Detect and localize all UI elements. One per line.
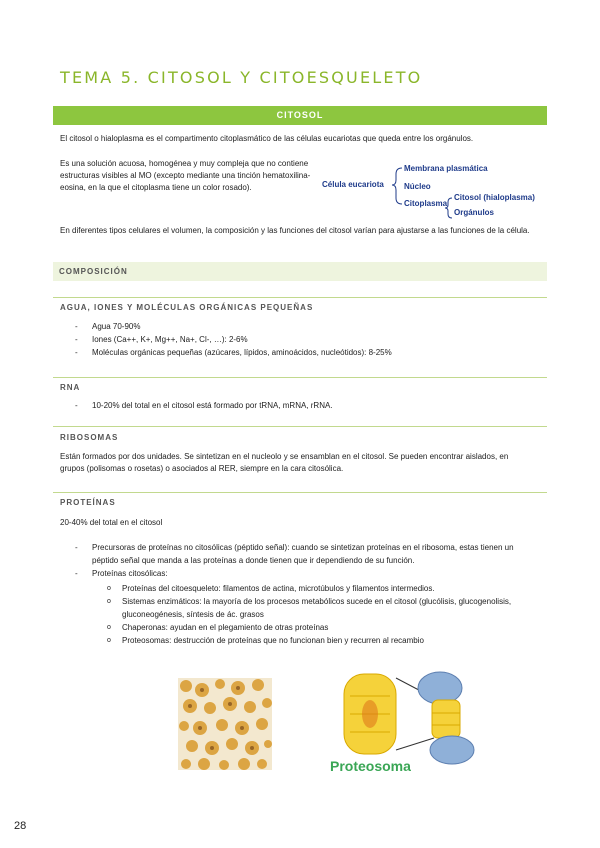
diagram-organelles: Orgánulos	[454, 208, 495, 217]
rna-list	[60, 399, 540, 412]
ribosomas-paragraph: Están formados por dos unidades. Se sintetizan en el nucleolo y se ensamblan en el citosol. Se pueden encontrar aislados, en grupos (polisomas o rosetas) o asociados al RER, siempre en la cara citosólica.	[60, 452, 509, 473]
agua-list	[60, 320, 540, 359]
list-item: o Proteínas del citoesqueleto: filamentos de actina, microtúbulos y filamentos intermedios.	[60, 582, 540, 595]
divider	[53, 426, 547, 427]
divider	[53, 297, 547, 298]
proteosoma-label: Proteosoma	[330, 758, 411, 774]
list-item: - Proteínas citosólicas:	[60, 567, 540, 580]
list-item: - Precursoras de proteínas no citosólicas (péptido señal): cuando se sintetizan proteínas en el ribosoma, estas tienen un péptido señal que manda a las proteínas a donde tienen que ir dependiendo de su función.	[60, 541, 540, 567]
diagram-nucleus: Núcleo	[404, 182, 431, 191]
intro-paragraph: El citosol o hialoplasma es el compartimento citoplasmático de las células eucariotas que queda entre los orgánulos.	[60, 134, 474, 143]
list-item: - Agua 70-90%	[60, 320, 540, 333]
cell-diagram	[322, 158, 550, 220]
list-item: o Chaperonas: ayudan en el plegamiento de otras proteínas	[60, 621, 540, 634]
diagram-root: Célula eucariota	[322, 180, 384, 189]
variation-paragraph: En diferentes tipos celulares el volumen, la composición y las funciones del citosol varían para ajustarse a las funciones de la célula.	[60, 226, 530, 235]
proteinas-total: 20-40% del total en el citosol	[60, 518, 163, 527]
page-title: TEMA 5. CITOSOL Y CITOESQUELETO	[60, 68, 423, 87]
diagram-cytoplasm: Citoplasma	[404, 199, 448, 208]
list-item: o Proteosomas: destrucción de proteínas que no funcionan bien y recurren al recambio	[60, 634, 540, 647]
page-number: 28	[14, 820, 27, 832]
divider	[53, 492, 547, 493]
ribosomas-heading: RIBOSOMAS	[60, 433, 119, 442]
list-item: - 10-20% del total en el citosol está formado por tRNA, mRNA, rRNA.	[60, 399, 540, 412]
proteinas-heading: PROTEÍNAS	[60, 498, 116, 507]
proteosoma-figure	[330, 668, 480, 776]
diagram-membrane: Membrana plasmática	[404, 164, 488, 173]
list-item: - Moléculas orgánicas pequeñas (azúcares, lípidos, aminoácidos, nucleótidos): 8-25%	[60, 346, 540, 359]
rna-heading: RNA	[60, 383, 81, 392]
diagram-cytosol: Citosol (hialoplasma)	[454, 193, 535, 202]
list-item: - Iones (Ca++, K+, Mg++, Na+, Cl-, …): 2-6%	[60, 333, 540, 346]
agua-heading: AGUA, IONES Y MOLÉCULAS ORGÁNICAS PEQUEÑAS	[60, 303, 314, 312]
micrograph-image	[178, 678, 272, 770]
divider	[53, 377, 547, 378]
list-item: o Sistemas enzimáticos: la mayoría de los procesos metabólicos sucede en el citosol (glucólisis, glucogenolisis, gluconeogénesis, síntesis de ác. grasos	[60, 595, 540, 621]
solution-paragraph: Es una solución acuosa, homogénea y muy compleja que no contiene estructuras visibles al MO (excepto mediante una tinción hematoxilina-eosina, en la que el citoplasma tiene un color rosado).	[60, 159, 311, 192]
proteinas-sublist	[60, 582, 540, 647]
section-bar-citosol: CITOSOL	[53, 106, 547, 125]
composicion-bar: COMPOSICIÓN	[53, 262, 547, 281]
proteinas-list	[60, 541, 540, 580]
